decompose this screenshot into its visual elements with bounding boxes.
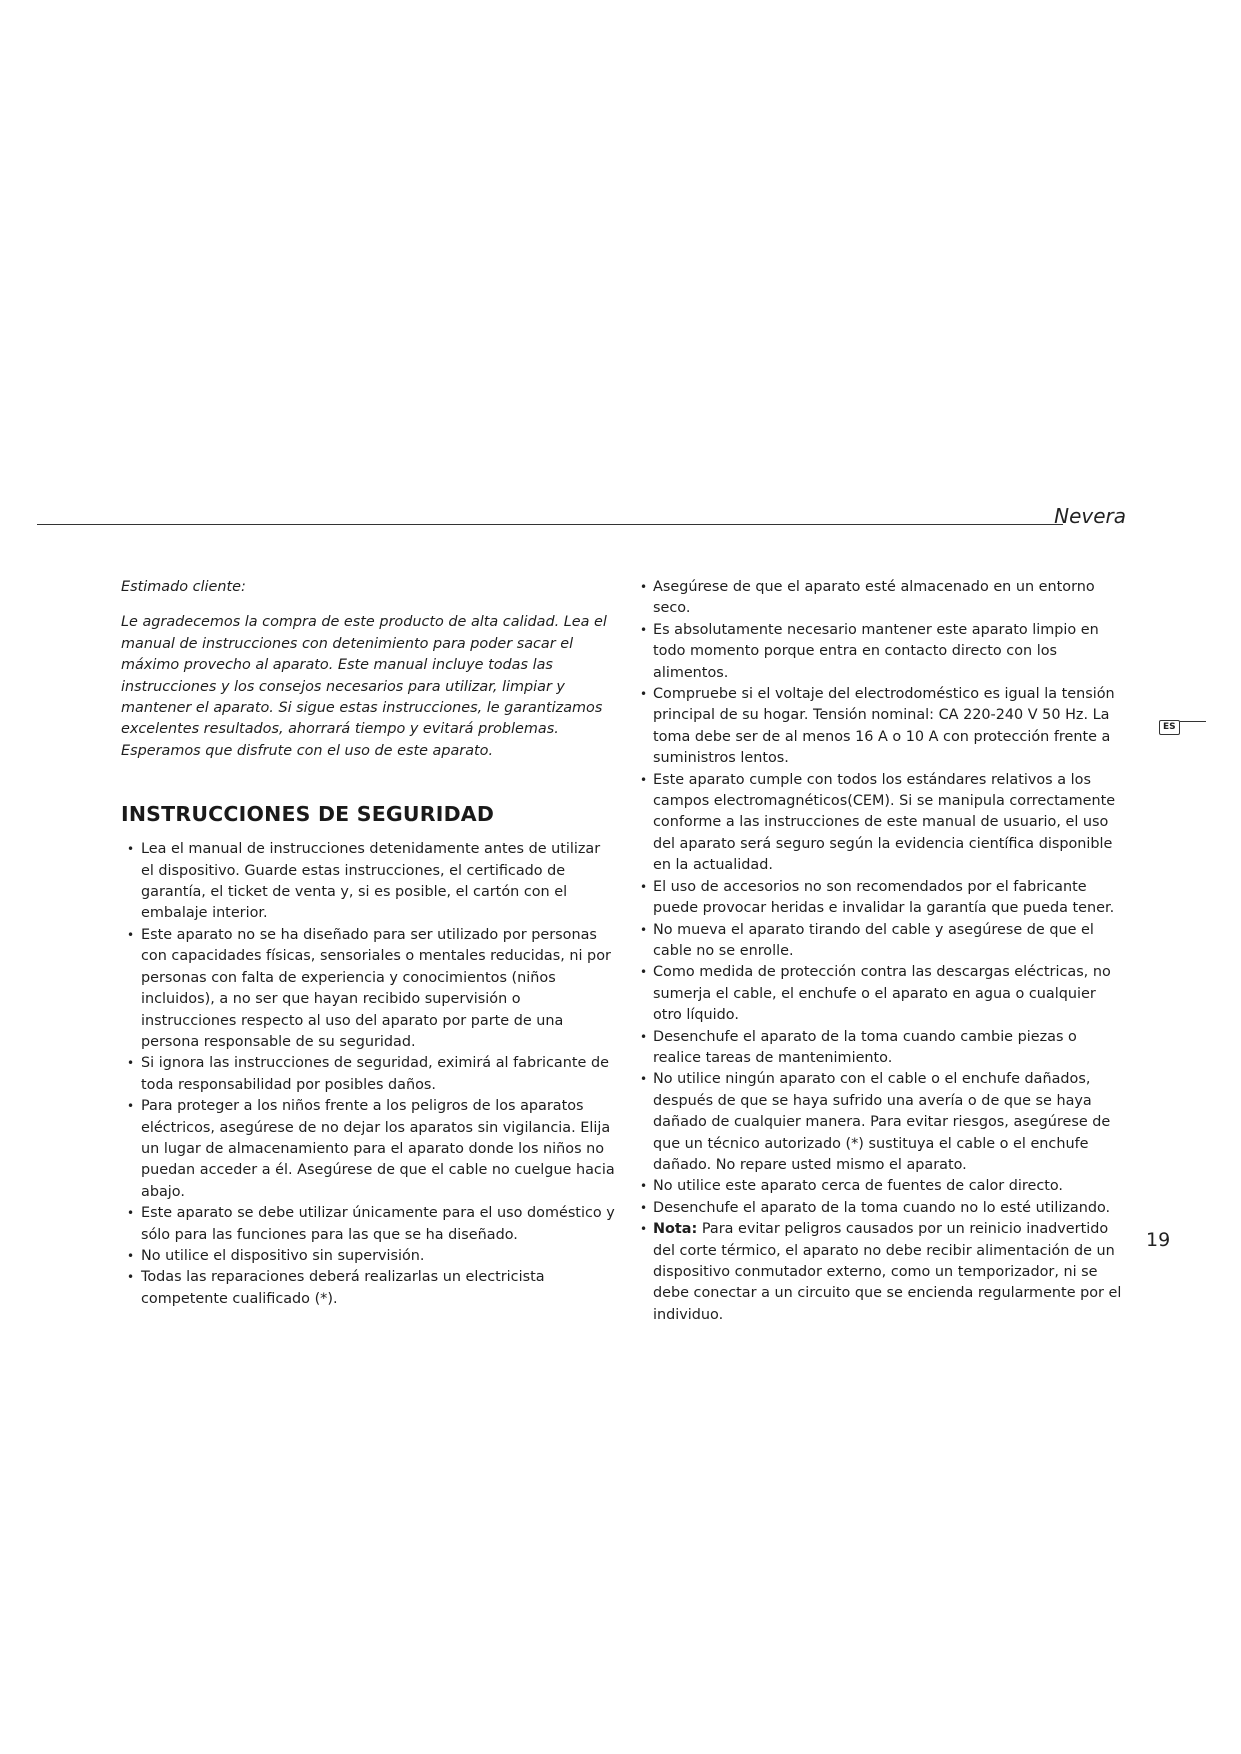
- page-number: 19: [1146, 1229, 1171, 1251]
- list-item: • El uso de accesorios no son recomendados por el fabricante puede provocar heridas e invalidar la garantía que pueda tener.: [638, 877, 1128, 920]
- list-item: • Asegúrese de que el aparato esté almacenado en un entorno seco.: [638, 577, 1128, 620]
- language-tag-rule: [1180, 721, 1206, 722]
- note-label: Nota:: [653, 1221, 698, 1238]
- list-item: • Todas las reparaciones deberá realizarlas un electricista competente cualificado (*).: [121, 1267, 616, 1310]
- intro-greeting: Estimado cliente:: [121, 579, 246, 595]
- list-item: • Es absolutamente necesario mantener este aparato limpio en todo momento porque entra en contacto directo con los alimentos.: [638, 620, 1128, 684]
- safety-list-right: [638, 577, 1128, 1326]
- list-item: • Compruebe si el voltaje del electrodoméstico es igual la tensión principal de su hogar. Tensión nominal: CA 220-240 V 50 Hz. La toma debe ser de al menos 16 A o 10 A con protección frente a suministros lentos.: [638, 684, 1128, 770]
- list-item: • No utilice ningún aparato con el cable o el enchufe dañados, después de que se haya sufrido una avería o de que se haya dañado de cualquier manera. Para evitar riesgos, asegúrese de que un técnico autorizado (*) sustituya el cable o el enchufe dañado. No repare usted mismo el aparato.: [638, 1069, 1128, 1176]
- intro-block: [121, 577, 616, 762]
- list-item: • No utilice el dispositivo sin supervisión.: [121, 1246, 616, 1267]
- header-rule: [37, 524, 1063, 525]
- intro-body: Le agradecemos la compra de este producto de alta calidad. Lea el manual de instrucciones con detenimiento para poder sacar el máximo provecho al aparato. Este manual incluye todas las instrucciones y los consejos necesarios para utilizar, limpiar y mantener el aparato. Si sigue estas instrucciones, le garantizamos excelentes resultados, ahorrará tiempo y evitará problemas. Esperamos que disfrute con el uso de este aparato.: [121, 614, 607, 759]
- list-item: • Si ignora las instrucciones de seguridad, eximirá al fabricante de toda responsabilidad por posibles daños.: [121, 1053, 616, 1096]
- list-item: • No utilice este aparato cerca de fuentes de calor directo.: [638, 1176, 1128, 1197]
- list-item: • Este aparato se debe utilizar únicamente para el uso doméstico y sólo para las funciones para las que se ha diseñado.: [121, 1203, 616, 1246]
- list-item: • Como medida de protección contra las descargas eléctricas, no sumerja el cable, el enchufe o el aparato en agua o cualquier otro líquido.: [638, 962, 1128, 1026]
- list-item: • Para proteger a los niños frente a los peligros de los aparatos eléctricos, asegúrese de no dejar los aparatos sin vigilancia. Elija un lugar de almacenamiento para el aparato donde los niños no puedan acceder a él. Asegúrese de que el cable no cuelgue hacia abajo.: [121, 1096, 616, 1203]
- list-item: • Desenchufe el aparato de la toma cuando cambie piezas o realice tareas de mantenimiento.: [638, 1027, 1128, 1070]
- note-text: Para evitar peligros causados por un reinicio inadvertido del corte térmico, el aparato no debe recibir alimentación de un dispositivo conmutador externo, como un temporizador, ni se debe conectar a un circuito que se encienda regularmente por el individuo.: [653, 1221, 1122, 1323]
- list-item: • Este aparato no se ha diseñado para ser utilizado por personas con capacidades físicas, sensoriales o mentales reducidas, ni por personas con falta de experiencia y conocimientos (niños incluidos), a no ser que hayan recibido supervisión o instrucciones respecto al uso del aparato por parte de una persona responsable de su seguridad.: [121, 925, 616, 1053]
- left-column: [121, 577, 616, 1310]
- safety-list-left: [121, 839, 616, 1310]
- list-item: • No mueva el aparato tirando del cable y asegúrese de que el cable no se enrolle.: [638, 920, 1128, 963]
- list-item: • Este aparato cumple con todos los estándares relativos a los campos electromagnéticos(CEM). Si se manipula correctamente conforme a las instrucciones de este manual de usuario, el uso del aparato será seguro según la evidencia científica disponible en la actualidad.: [638, 770, 1128, 877]
- list-item: • Lea el manual de instrucciones detenidamente antes de utilizar el dispositivo. Guarde estas instrucciones, el certificado de garantía, el ticket de venta y, si es posible, el cartón con el embalaje interior.: [121, 839, 616, 925]
- note-item: [638, 1219, 1128, 1326]
- list-item: • Desenchufe el aparato de la toma cuando no lo esté utilizando.: [638, 1198, 1128, 1219]
- section-title: Nevera: [1054, 504, 1126, 528]
- language-tag: ES: [1159, 720, 1180, 735]
- safety-heading: INSTRUCCIONES DE SEGURIDAD: [121, 802, 495, 827]
- right-column: [638, 577, 1128, 1326]
